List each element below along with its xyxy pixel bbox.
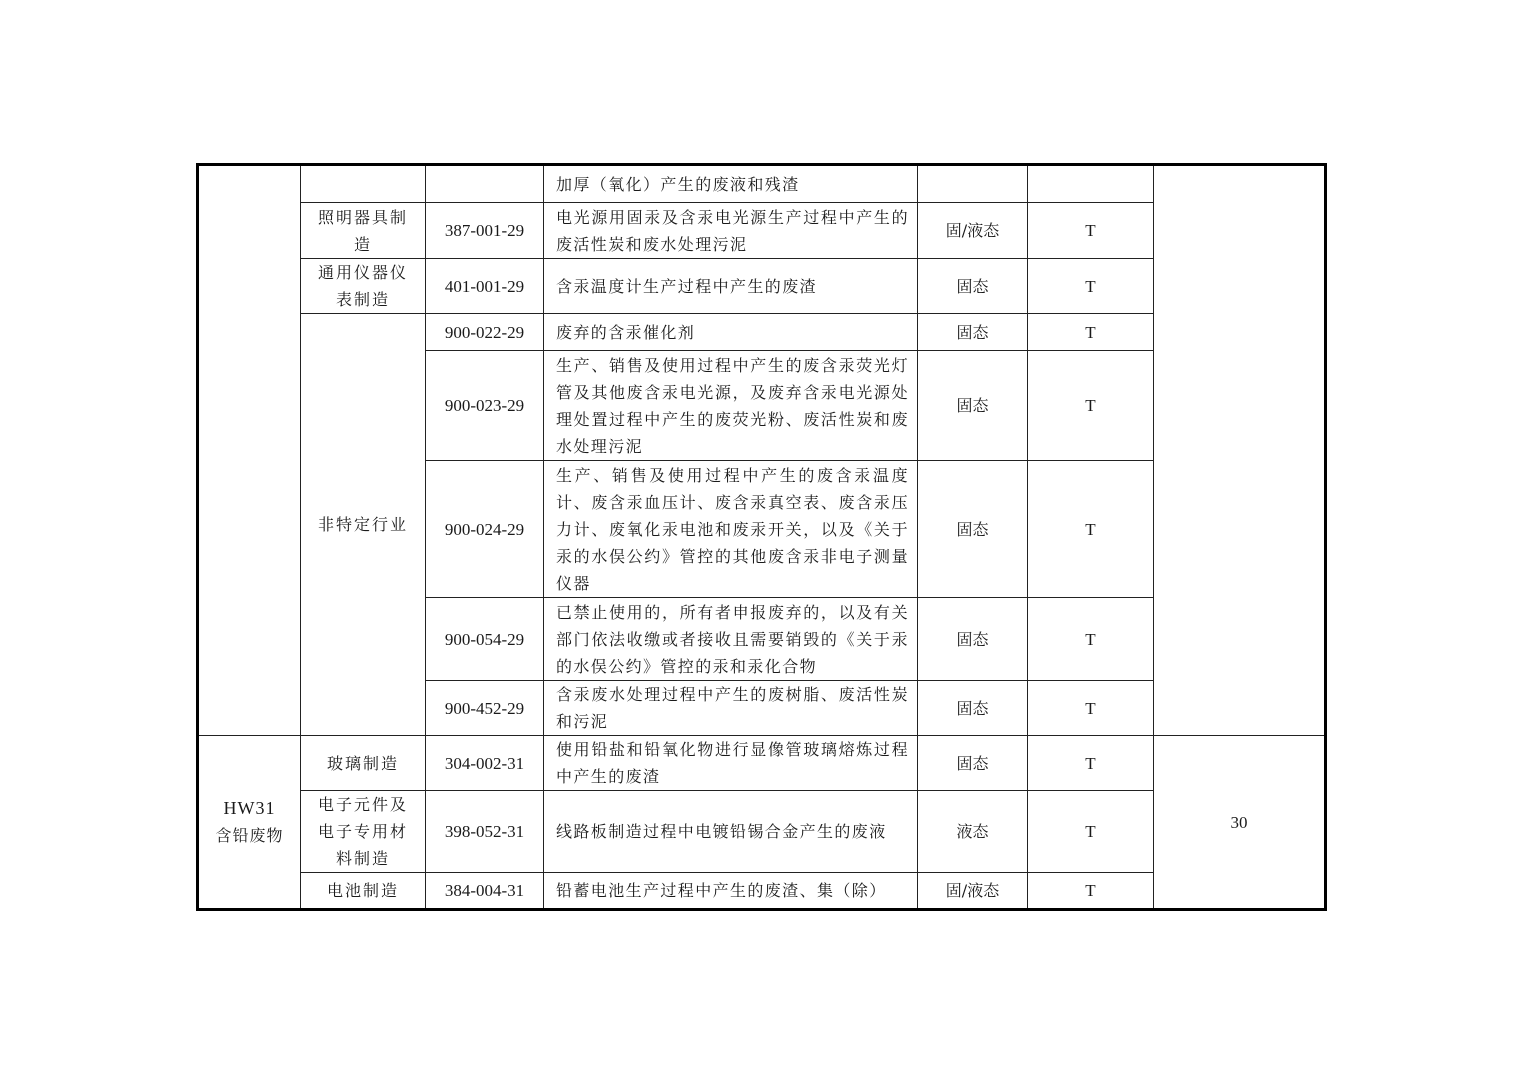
waste-form-cell: 固/液态 — [918, 873, 1028, 910]
waste-code-cell: 384-004-31 — [426, 873, 544, 910]
waste-category-cell — [198, 736, 301, 910]
toxicity-cell: T — [1028, 314, 1154, 351]
toxicity-cell: T — [1028, 351, 1154, 461]
waste-code-cell: 398-052-31 — [426, 791, 544, 873]
waste-description: 已禁止使用的，所有者申报废弃的，以及有关部门依法收缴或者接收且需要销毁的《关于汞的水俣公约》管控的汞和汞化合物 — [544, 598, 918, 681]
toxicity-cell: T — [1028, 259, 1154, 314]
waste-form-cell: 固态 — [918, 681, 1028, 736]
toxicity-cell — [1028, 165, 1154, 203]
waste-form-cell: 固/液态 — [918, 203, 1028, 259]
waste-form-cell: 固态 — [918, 461, 1028, 598]
waste-description: 使用铅盐和铅氧化物进行显像管玻璃熔炼过程中产生的废渣 — [544, 736, 918, 791]
waste-description: 铅蓄电池生产过程中产生的废渣、集（除） — [544, 873, 918, 910]
waste-code-cell: 900-023-29 — [426, 351, 544, 461]
table-row — [198, 165, 1326, 203]
waste-description: 废弃的含汞催化剂 — [544, 314, 918, 351]
waste-description: 含汞温度计生产过程中产生的废渣 — [544, 259, 918, 314]
toxicity-cell: T — [1028, 461, 1154, 598]
waste-description: 生产、销售及使用过程中产生的废含汞荧光灯管及其他废含汞电光源，及废弃含汞电光源处理处置过程中产生的废荧光粉、废活性炭和废水处理污泥 — [544, 351, 918, 461]
waste-code-cell: 401-001-29 — [426, 259, 544, 314]
toxicity-cell: T — [1028, 791, 1154, 873]
waste-form-cell: 固态 — [918, 598, 1028, 681]
waste-description: 含汞废水处理过程中产生的废树脂、废活性炭和污泥 — [544, 681, 918, 736]
toxicity-cell: T — [1028, 681, 1154, 736]
waste-code-cell: 900-054-29 — [426, 598, 544, 681]
waste-code-cell: 387-001-29 — [426, 203, 544, 259]
waste-category-name: 含铅废物 — [215, 826, 284, 845]
waste-form-cell: 固态 — [918, 736, 1028, 791]
waste-form-cell: 固态 — [918, 314, 1028, 351]
number-cell-empty — [1154, 165, 1326, 736]
waste-code-cell: 900-022-29 — [426, 314, 544, 351]
waste-code-cell: 900-452-29 — [426, 681, 544, 736]
toxicity-cell: T — [1028, 873, 1154, 910]
industry-cell — [301, 165, 426, 203]
waste-description: 加厚（氧化）产生的废液和残渣 — [544, 165, 918, 203]
category-cell-empty — [198, 165, 301, 736]
waste-form-cell: 固态 — [918, 351, 1028, 461]
waste-form-cell: 液态 — [918, 791, 1028, 873]
toxicity-cell: T — [1028, 736, 1154, 791]
toxicity-cell: T — [1028, 203, 1154, 259]
toxicity-cell: T — [1028, 598, 1154, 681]
waste-form-cell: 固态 — [918, 259, 1028, 314]
waste-description: 生产、销售及使用过程中产生的废含汞温度计、废含汞血压计、废含汞真空表、废含汞压力计、废氧化汞电池和废汞开关，以及《关于汞的水俣公约》管控的其他废含汞非电子测量仪器 — [544, 461, 918, 598]
industry-cell: 电子元件及电子专用材料制造 — [301, 791, 426, 873]
waste-code-cell: 304-002-31 — [426, 736, 544, 791]
waste-code-cell: 900-024-29 — [426, 461, 544, 598]
industry-cell: 非特定行业 — [301, 314, 426, 736]
industry-cell: 电池制造 — [301, 873, 426, 910]
waste-category-code: HW31 — [223, 798, 276, 818]
industry-cell: 照明器具制造 — [301, 203, 426, 259]
waste-code-cell — [426, 165, 544, 203]
industry-cell: 通用仪器仪表制造 — [301, 259, 426, 314]
table-row — [198, 736, 1326, 791]
waste-description: 线路板制造过程中电镀铅锡合金产生的废液 — [544, 791, 918, 873]
hazardous-waste-table — [196, 163, 1327, 911]
waste-form-cell — [918, 165, 1028, 203]
industry-cell: 玻璃制造 — [301, 736, 426, 791]
number-cell: 30 — [1154, 736, 1326, 910]
waste-description: 电光源用固汞及含汞电光源生产过程中产生的废活性炭和废水处理污泥 — [544, 203, 918, 259]
